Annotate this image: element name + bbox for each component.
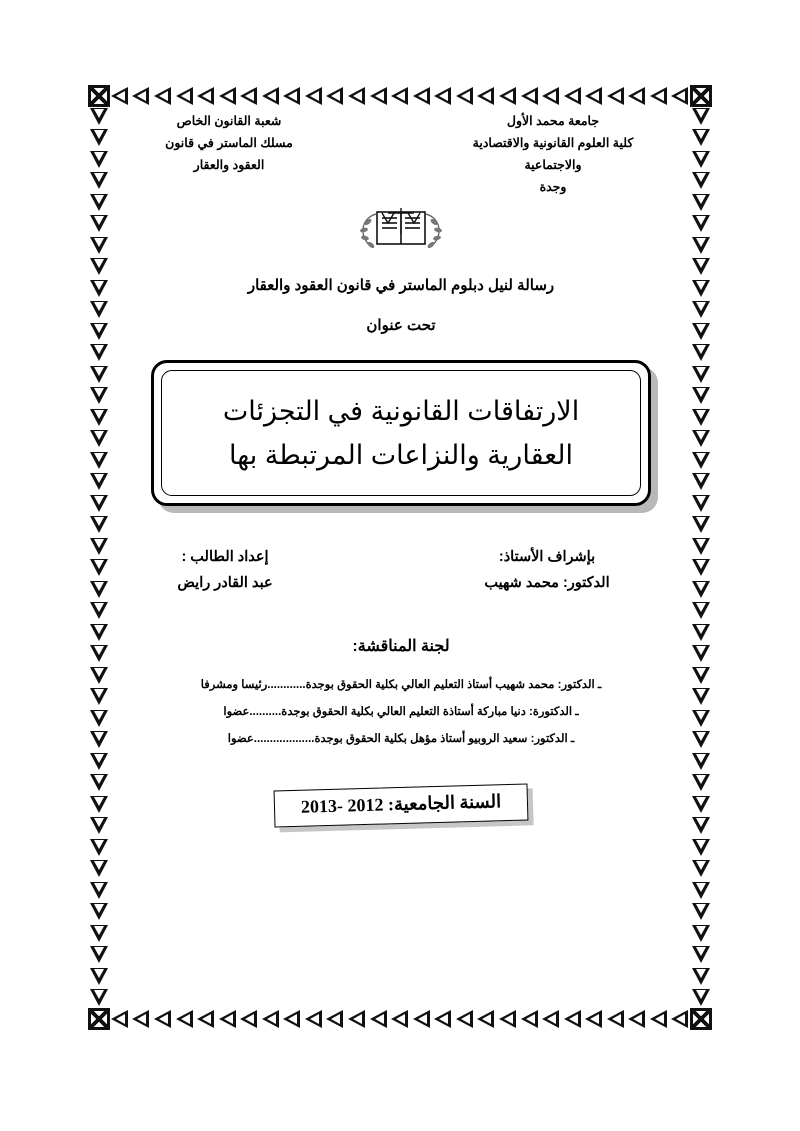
emblem-container [116,200,686,258]
border-motif [89,150,109,170]
border-motif [261,86,281,106]
supervisor-block [422,544,672,596]
border-motif [584,1009,604,1029]
border-edge-right [690,85,712,1030]
border-motif [282,86,302,106]
department-block [124,110,334,176]
border-edge-left [88,85,110,1030]
border-motif [325,1009,345,1029]
jury-member: ـ الدكتورة: دنيا مباركة أستاذة التعليم العالي بكلية الحقوق بوجدة..........عضوا [223,706,579,718]
border-motif [691,408,711,428]
border-motif [691,924,711,944]
border-motif [691,558,711,578]
border-motif [347,86,367,106]
thesis-title [209,389,593,477]
border-motif [89,451,109,471]
border-motif [369,86,389,106]
academic-year-container [116,787,686,824]
border-motif [89,752,109,772]
border-motif [89,859,109,879]
border-motif [691,988,711,1008]
border-motif [691,687,711,707]
border-motif [691,150,711,170]
border-motif [584,86,604,106]
border-motif [691,386,711,406]
border-motif [691,171,711,191]
border-motif [304,86,324,106]
jury-heading: لجنة المناقشة: [352,638,450,655]
border-motif [89,279,109,299]
border-motif [691,214,711,234]
border-motif [175,86,195,106]
border-corner-bottom-left [88,1008,110,1030]
border-motif [691,300,711,320]
border-motif [498,1009,518,1029]
border-motif [691,666,711,686]
border-motif [89,429,109,449]
student-label: إعداد الطالب : [181,549,269,565]
border-motif [131,1009,151,1029]
border-motif [89,300,109,320]
border-motif [89,666,109,686]
cover-content [116,110,686,1010]
border-motif [89,795,109,815]
border-corner-top-right [690,85,712,107]
border-motif [89,472,109,492]
border-motif [110,1009,130,1029]
border-motif [691,515,711,535]
border-motif [282,1009,302,1029]
university-name: جامعة محمد الأول [506,114,600,128]
border-motif [261,1009,281,1029]
border-motif [691,773,711,793]
academic-year-badge: السنة الجامعية: 2012 -2013 [273,783,528,827]
border-motif [89,644,109,664]
border-motif [89,408,109,428]
border-motif [153,86,173,106]
border-motif [670,86,690,106]
border-motif [89,601,109,621]
border-motif [89,128,109,148]
title-box-inner-frame [161,370,641,496]
border-motif [691,257,711,277]
border-motif [89,365,109,385]
border-motif [691,601,711,621]
border-motif [691,494,711,514]
border-motif [691,795,711,815]
student-name: عبد القادر رايض [177,575,273,591]
border-motif [89,838,109,858]
border-motif [369,1009,389,1029]
border-motif [433,86,453,106]
border-motif [691,279,711,299]
border-motif [412,1009,432,1029]
border-motif [691,730,711,750]
jury-member: ـ الدكتور: محمد شهيب أستاذ التعليم العالي بكلية الحقوق بوجدة............رئيسا ومشرفا [200,679,602,691]
university-block [428,110,678,198]
border-motif [89,171,109,191]
border-motif [89,558,109,578]
border-motif [304,1009,324,1029]
master-track-line2: العقود والعقار [193,158,265,172]
faculty-name-line2: والاجتماعية [524,158,582,172]
border-motif [691,859,711,879]
border-motif [691,623,711,643]
institution-header [116,110,686,198]
border-motif [89,386,109,406]
border-motif [627,1009,647,1029]
border-motif [89,881,109,901]
border-motif [455,1009,475,1029]
border-motif [89,515,109,535]
master-track-line1: مسلك الماستر في قانون [165,136,293,150]
border-motif [131,86,151,106]
border-motif [89,730,109,750]
border-motif [218,86,238,106]
border-motif [89,623,109,643]
border-motif [627,86,647,106]
city-name: وجدة [539,180,567,194]
border-motif [89,816,109,836]
border-motif [390,1009,410,1029]
border-edge-top [88,85,712,107]
border-motif [498,86,518,106]
border-motif [691,236,711,256]
border-motif [89,988,109,1008]
border-motif [476,1009,496,1029]
border-motif [563,1009,583,1029]
border-motif [520,86,540,106]
border-motif [691,838,711,858]
border-motif [347,1009,367,1029]
supervisor-name: الدكتور: محمد شهيب [484,575,610,591]
border-motif [89,924,109,944]
title-box [151,360,651,506]
border-motif [691,343,711,363]
border-motif [691,472,711,492]
border-motif [89,257,109,277]
under-title-label: تحت عنوان [366,317,436,334]
border-motif [89,967,109,987]
border-motif [455,86,475,106]
border-motif [541,86,561,106]
border-motif [691,902,711,922]
border-motif [606,86,626,106]
border-motif [433,1009,453,1029]
supervisor-label: بإشراف الأستاذ: [498,549,596,565]
border-motif [606,1009,626,1029]
department-name: شعبة القانون الخاص [176,114,282,128]
border-motif [89,107,109,127]
student-block [130,544,320,596]
border-motif [89,945,109,965]
border-motif [390,86,410,106]
border-motif [649,86,669,106]
border-motif [691,451,711,471]
faculty-name-line1: كلية العلوم القانونية والاقتصادية [472,136,634,150]
thesis-title-line2: العقارية والنزاعات المرتبطة بها [229,440,573,470]
border-motif [541,1009,561,1029]
border-motif [89,214,109,234]
thesis-statement: رسالة لنيل دبلوم الماستر في قانون العقود والعقار [247,277,555,294]
border-motif [691,429,711,449]
people-row [116,544,686,596]
border-motif [89,193,109,213]
border-motif [476,86,496,106]
border-motif [218,1009,238,1029]
border-motif [325,86,345,106]
border-motif [691,709,711,729]
border-motif [196,1009,216,1029]
border-motif [175,1009,195,1029]
border-motif [89,773,109,793]
border-corner-bottom-right [690,1008,712,1030]
border-motif [691,580,711,600]
university-emblem-icon [346,200,456,258]
border-motif [691,752,711,772]
border-motif [196,86,216,106]
jury-member: ـ الدكتور: سعيد الروبيو أستاذ مؤهل بكلية الحقوق بوجدة...................عضوا [227,733,575,745]
title-box-container [116,360,686,506]
border-motif [412,86,432,106]
border-motif [89,709,109,729]
border-motif [89,537,109,557]
border-corner-top-left [88,85,110,107]
jury-list [116,672,686,753]
border-motif [691,193,711,213]
border-motif [691,128,711,148]
border-motif [691,537,711,557]
border-motif [691,967,711,987]
border-motif [110,86,130,106]
border-motif [89,236,109,256]
border-motif [239,86,259,106]
border-motif [691,365,711,385]
border-motif [649,1009,669,1029]
border-motif [89,494,109,514]
border-motif [153,1009,173,1029]
border-motif [89,687,109,707]
border-motif [691,945,711,965]
border-motif [691,644,711,664]
thesis-title-line1: الارتفاقات القانونية في التجزئات [222,396,580,426]
border-motif [89,322,109,342]
border-motif [691,816,711,836]
border-motif [89,902,109,922]
border-motif [89,343,109,363]
border-motif [670,1009,690,1029]
border-motif [691,322,711,342]
border-motif [691,107,711,127]
border-motif [89,580,109,600]
border-motif [239,1009,259,1029]
border-motif [563,86,583,106]
border-motif [691,881,711,901]
border-edge-bottom [88,1008,712,1030]
border-motif [520,1009,540,1029]
